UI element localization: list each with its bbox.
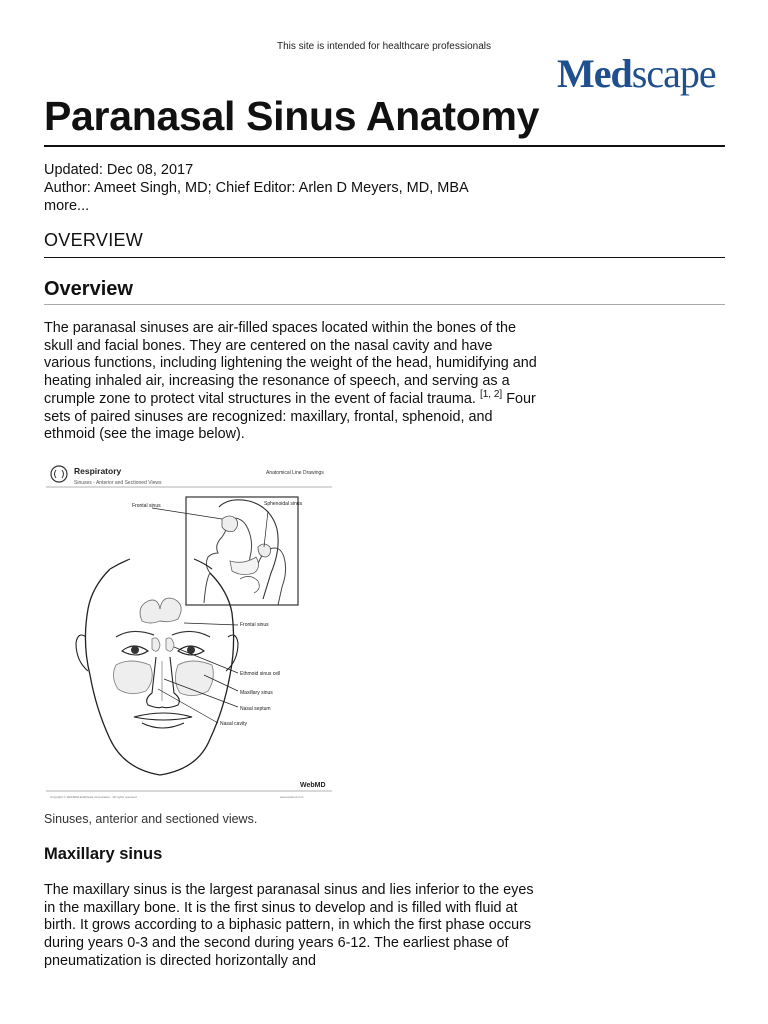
label-septum: Nasal septum [240, 706, 271, 712]
label-cavity: Nasal cavity [220, 721, 247, 727]
section-divider [44, 257, 725, 258]
reference-link[interactable]: [1, 2] [479, 389, 503, 401]
overview-paragraph [44, 320, 540, 444]
updated-date: Updated: Dec 08, 2017 [44, 162, 194, 178]
label-frontal-top: Frontal sinus [132, 503, 161, 509]
medscape-logo[interactable] [557, 51, 716, 96]
article-meta [44, 161, 469, 215]
title-divider [44, 145, 725, 147]
figure-header-text: Respiratory [74, 466, 122, 476]
figure-url: www.webmd.com [280, 795, 304, 799]
logo-scape: scape [631, 51, 716, 96]
lung-icon [51, 466, 67, 482]
label-maxillary: Maxillary sinus [240, 690, 273, 696]
figure-caption: Sinuses, anterior and sectioned views. [44, 812, 258, 826]
para1-tail: Four sets of paired sinuses are recognized: maxillary, frontal, sphenoid, and ethmoid (see the image below). [44, 390, 536, 443]
logo-med: Med [557, 51, 632, 96]
overview-heading: Overview [44, 278, 133, 300]
figure-subheader-text: Sinuses - Anterior and Sectioned Views [74, 480, 162, 486]
figure-series-text: Anatomical Line Drawings [266, 470, 324, 476]
heading-divider [44, 304, 725, 305]
sectioned-view [186, 497, 298, 605]
page-title: Paranasal Sinus Anatomy [44, 93, 540, 139]
healthcare-notice: This site is intended for healthcare professionals [276, 41, 491, 52]
figure-copyright: Copyright © WebMD/HealthGate Corporation · All rights reserved [50, 795, 137, 799]
para1-text: The paranasal sinuses are air-filled spaces located within the bones of the skull and facial bones. They are centered on the nasal cavity and have various functions, including lightening the weight of the head, humidifying and heating inhaled air, increasing the resonance of speech, and serving as a crumple zone to protect vital structures in the event of facial trauma. [44, 320, 537, 407]
maxillary-heading: Maxillary sinus [44, 845, 163, 863]
webmd-logo: WebMD [300, 782, 326, 789]
figure-header [46, 466, 332, 487]
section-heading: OVERVIEW [44, 230, 144, 250]
label-sphenoidal: Sphenoidal sinus [264, 501, 303, 507]
maxillary-paragraph: The maxillary sinus is the largest paranasal sinus and lies inferior to the eyes in the maxillary bone. It is the first sinus to develop and is filled with fluid at birth. It grows according to a biphasic pattern, in which the first phase occurs during years 0-3 and the second during years 6-12. The earliest phase of pneumatization is directed horizontally and [44, 882, 534, 969]
more-link[interactable]: more... [44, 198, 90, 214]
label-frontal: Frontal sinus [240, 622, 269, 628]
sinus-figure[interactable] [44, 461, 334, 801]
author-line: Author: Ameet Singh, MD; Chief Editor: Arlen D Meyers, MD, MBA [44, 180, 469, 196]
label-ethmoid: Ethmoid sinus cell [240, 671, 281, 677]
